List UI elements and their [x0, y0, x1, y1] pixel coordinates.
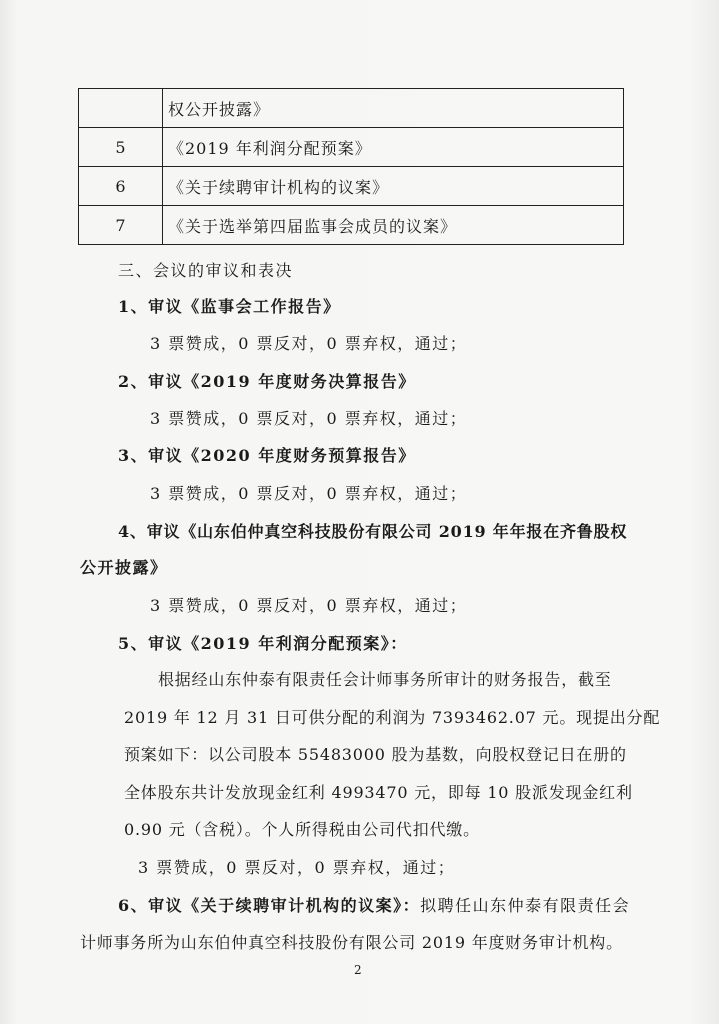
item-1-vote: 3 票赞成，0 票反对，0 票弃权，通过；: [150, 334, 468, 353]
item-5-title: 5、审议《2019 年利润分配预案》：: [118, 634, 408, 653]
page-number: 2: [354, 963, 362, 977]
row-number: 7: [79, 206, 163, 245]
item-5-body-line: 全体股东共计发放现金红利 4993470 元，即每 10 股派发现金红利: [124, 783, 633, 802]
item-3-title: 3、审议《2020 年度财务预算报告》: [118, 446, 416, 465]
item-5-vote: 3 票赞成，0 票反对，0 票弃权，通过；: [138, 858, 456, 877]
item-5-body-line: 根据经山东仲泰有限责任会计师事务所审计的财务报告，截至: [158, 670, 612, 689]
table-row: [79, 167, 624, 206]
table-row: [79, 89, 624, 128]
item-4-title-cont: 公开披露》: [80, 558, 168, 577]
item-6-line2: 计师事务所为山东伯仲真空科技股份有限公司 2019 年度财务审计机构。: [80, 933, 623, 952]
item-5-body-line: 0.90 元（含税）。个人所得税由公司代扣代缴。: [124, 820, 480, 839]
row-title: 《关于续聘审计机构的议案》: [163, 167, 624, 206]
item-4-vote: 3 票赞成，0 票反对，0 票弃权，通过；: [150, 596, 468, 615]
row-number: 5: [79, 128, 163, 167]
item-6-title: 6、审议《关于续聘审计机构的议案》：: [118, 896, 421, 915]
item-2-vote: 3 票赞成，0 票反对，0 票弃权，通过；: [150, 409, 468, 428]
row-number: [79, 89, 163, 128]
item-3-vote: 3 票赞成，0 票反对，0 票弃权，通过；: [150, 484, 468, 503]
item-1-title: 1、审议《监事会工作报告》: [118, 297, 341, 316]
table-row: [79, 206, 624, 245]
agenda-table: [78, 88, 624, 245]
item-6-line: [118, 893, 630, 916]
row-title: 权公开披露》: [163, 89, 624, 128]
item-6-title-rest: 拟聘任山东仲泰有限责任会: [420, 896, 631, 915]
row-title: 《关于选举第四届监事会成员的议案》: [163, 206, 624, 245]
table-row: [79, 128, 624, 167]
item-4-title: 4、审议《山东伯仲真空科技股份有限公司 2019 年年报在齐鲁股权: [118, 522, 628, 541]
item-2-title: 2、审议《2019 年度财务决算报告》: [118, 372, 416, 391]
section-heading: 三、会议的审议和表决: [118, 261, 294, 280]
row-title: 《2019 年利润分配预案》: [163, 128, 624, 167]
item-5-body-line: 预案如下：以公司股本 55483000 股为基数，向股权登记日在册的: [124, 745, 627, 764]
row-number: 6: [79, 167, 163, 206]
item-5-body-line: 2019 年 12 月 31 日可供分配的利润为 7393462.07 元。现提出分配: [124, 708, 661, 727]
